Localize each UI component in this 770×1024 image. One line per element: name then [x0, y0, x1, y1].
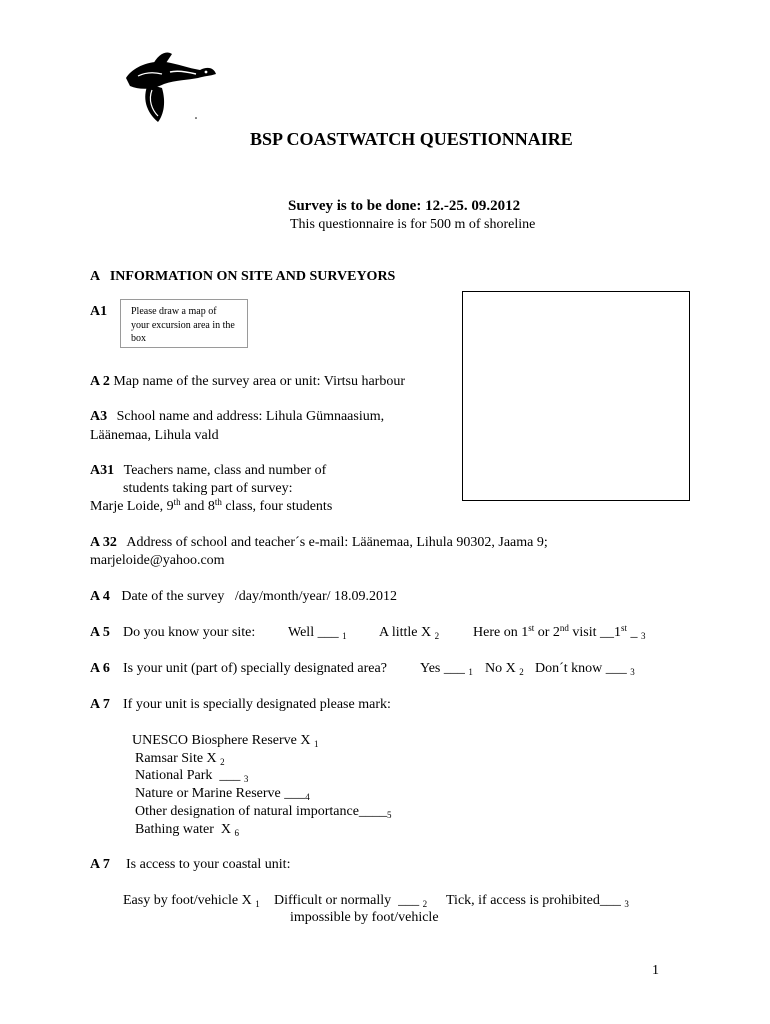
a31-row: [90, 462, 326, 479]
a3-row: [90, 408, 384, 425]
access-difficult[interactable]: [274, 892, 427, 909]
a5-visit-sup2: nd: [559, 623, 569, 633]
a31-line2: students taking part of survey:: [123, 481, 293, 496]
a6-dont-know-sub: 3: [630, 667, 635, 677]
access-easy-sub: 1: [255, 899, 260, 909]
a2-text: Map name of the survey area or unit: Virtsu harbour: [113, 374, 405, 389]
designation-bathing-water-sub: 6: [234, 828, 240, 838]
access-prohibited-text: Tick, if access is prohibited___: [446, 893, 625, 908]
a5-well-text: Well ___: [288, 625, 343, 640]
a5-visit-sup1: st: [528, 623, 535, 633]
designation-bathing-water-text: Bathing water X: [135, 822, 235, 837]
section-a-heading: A INFORMATION ON SITE AND SURVEYORS: [90, 269, 396, 284]
shoreline-note: This questionnaire is for 500 m of shoreline: [290, 217, 536, 232]
designation-national-park[interactable]: [135, 767, 248, 784]
access-difficult-line2: impossible by foot/vehicle: [290, 910, 439, 925]
a31-and: and 8: [180, 499, 215, 514]
bird-logo-icon: [118, 46, 228, 126]
designation-bathing-water[interactable]: [135, 821, 239, 838]
access-difficult-sub: 2: [422, 899, 428, 909]
a32-line2: marjeloide@yahoo.com: [90, 553, 225, 568]
map-hint-box: Please draw a map of your excursion area in the box: [120, 299, 248, 348]
a32-label: A 32: [90, 535, 117, 550]
a6-option-dont-know[interactable]: [535, 660, 635, 677]
a5-option-little[interactable]: [379, 624, 439, 641]
a32-line1: Address of school and teacher´s e-mail: Läänemaa, Lihula 90302, Jaama 9;: [126, 535, 548, 550]
a5-question: Do you know your site:: [123, 625, 256, 640]
a31-label: A31: [90, 463, 115, 478]
designation-nature-reserve-text: Nature or Marine Reserve ___: [135, 786, 306, 801]
a6-option-yes[interactable]: [420, 660, 473, 677]
designation-ramsar-sub: 2: [220, 757, 225, 767]
a5-visit-post: _: [627, 625, 642, 640]
a6-option-no[interactable]: [485, 660, 524, 677]
designation-unesco[interactable]: [132, 732, 318, 749]
designation-unesco-text: UNESCO Biosphere Reserve X: [132, 733, 314, 748]
designation-other-sub: 5: [386, 810, 392, 820]
a3-label: A3: [90, 409, 108, 424]
access-easy[interactable]: [123, 892, 260, 909]
map-drawing-box[interactable]: [462, 291, 690, 501]
a7b-question: Is access to your coastal unit:: [126, 857, 291, 872]
a6-no-text: No X: [485, 661, 520, 676]
a6-question: Is your unit (part of) specially designated area?: [123, 661, 387, 676]
a5-option-visit[interactable]: [473, 624, 646, 641]
designation-unesco-sub: 1: [313, 739, 319, 749]
a6-yes-sub: 1: [468, 667, 473, 677]
a31-sup1: th: [173, 497, 181, 507]
a32-row: [90, 534, 548, 551]
a6-dont-know-text: Don´t know ___: [535, 661, 631, 676]
access-difficult-text: Difficult or normally ___: [274, 893, 423, 908]
designation-ramsar[interactable]: [135, 750, 225, 767]
a5-well-sub: 1: [342, 631, 347, 641]
a3-line2: Läänemaa, Lihula vald: [90, 428, 219, 443]
a5-little-text: A little X: [379, 625, 435, 640]
a31-line1: Teachers name, class and number of: [123, 463, 327, 478]
designation-ramsar-text: Ramsar Site X: [135, 751, 221, 766]
page-title: BSP COASTWATCH QUESTIONNAIRE: [250, 129, 573, 149]
a5-visit-pre: Here on 1: [473, 625, 529, 640]
designation-other[interactable]: [135, 803, 391, 820]
designation-other-text: Other designation of natural importance____: [135, 804, 387, 819]
a5-option-well[interactable]: [288, 624, 347, 641]
a7-label: A 7: [90, 697, 110, 712]
a5-visit-mid2: visit __1: [568, 625, 622, 640]
a5-visit-sub: 3: [641, 631, 646, 641]
a1-label: A1: [90, 304, 108, 319]
a31-sup2: th: [214, 497, 222, 507]
a4-text: Date of the survey /day/month/year/ 18.09.2012: [121, 589, 398, 604]
a4-label: A 4: [90, 589, 110, 604]
a31-students: class, four students: [221, 499, 333, 514]
access-easy-text: Easy by foot/vehicle X: [123, 893, 256, 908]
a5-visit-sup3: st: [621, 623, 628, 633]
a2-row: [90, 373, 405, 390]
designation-nature-reserve-sub: 4: [305, 792, 310, 802]
designation-nature-reserve[interactable]: [135, 785, 310, 802]
page-number: 1: [652, 963, 659, 978]
designation-national-park-text: National Park ___: [135, 768, 244, 783]
a6-no-sub: 2: [519, 667, 524, 677]
a7-question: If your unit is specially designated please mark:: [123, 697, 391, 712]
a31-teacher-class: Marje Loide, 9: [90, 499, 174, 514]
a6-label: A 6: [90, 661, 110, 676]
a6-yes-text: Yes ___: [420, 661, 469, 676]
access-prohibited-sub: 3: [624, 899, 629, 909]
a31-line3: [90, 498, 332, 515]
a7b-label: A 7: [90, 857, 110, 872]
a2-label: A 2: [90, 374, 110, 389]
designation-national-park-sub: 3: [243, 774, 249, 784]
a5-visit-mid: or 2: [534, 625, 560, 640]
a5-label: A 5: [90, 625, 110, 640]
a5-little-sub: 2: [434, 631, 440, 641]
access-prohibited[interactable]: [446, 892, 629, 909]
a4-row: [90, 588, 397, 605]
survey-dates: Survey is to be done: 12.-25. 09.2012: [288, 198, 521, 214]
a3-line1: School name and address: Lihula Gümnaasium,: [116, 409, 385, 424]
